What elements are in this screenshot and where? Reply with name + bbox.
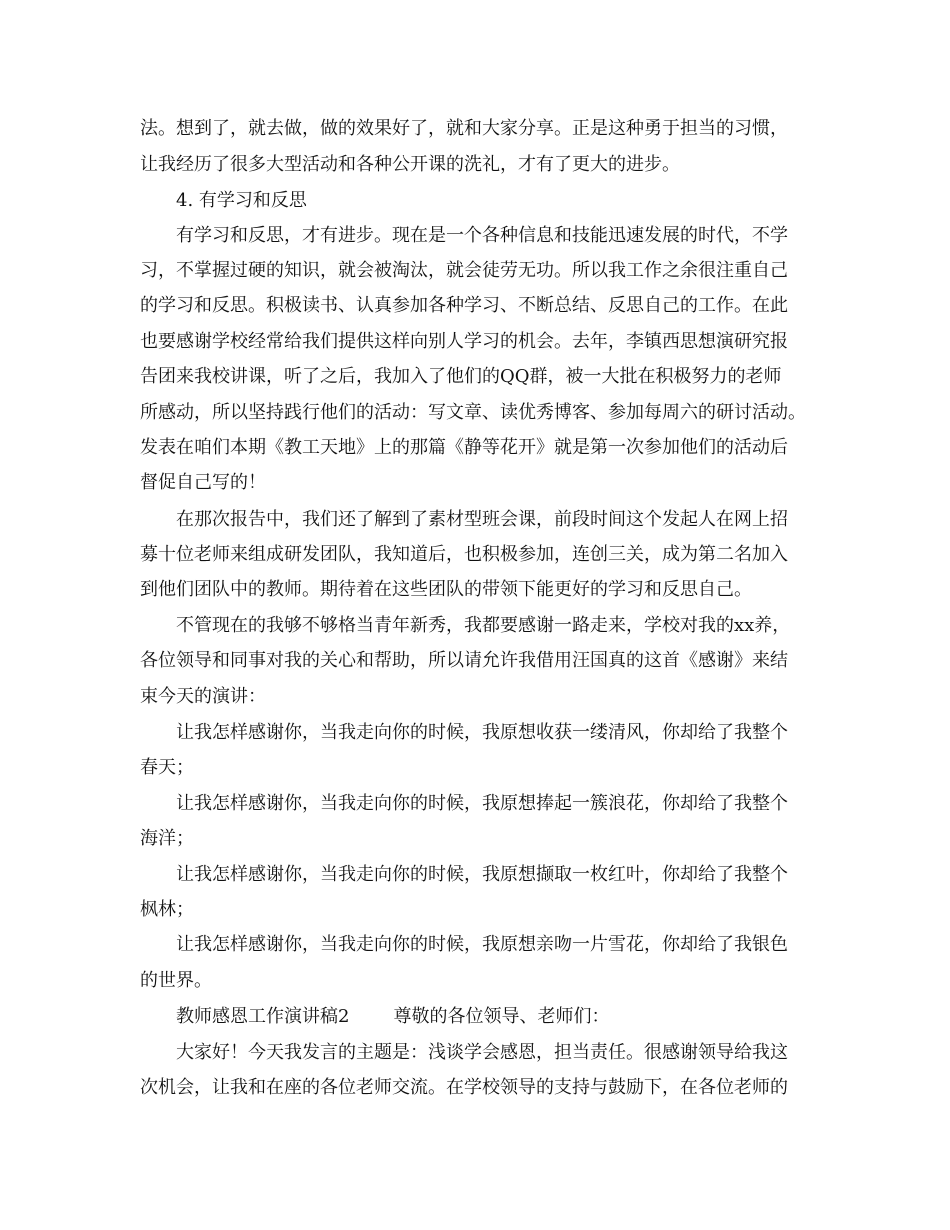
speech-title: 教师感恩工作演讲稿2: [176, 1006, 350, 1027]
poem-line: 海洋；: [140, 828, 194, 849]
poem-line: 让我怎样感谢你，当我走向你的时候，我原想亲吻一片雪花，你却给了我银色: [176, 934, 788, 955]
text-line: 的学习和反思。积极读书、认真参加各种学习、不断总结、反思自己的工作。在此: [140, 295, 788, 316]
section-heading: 4. 有学习和反思: [176, 190, 307, 211]
text-line: 大家好！今天我发言的主题是：浅谈学会感恩，担当责任。很感谢领导给我这: [176, 1042, 788, 1063]
poem-line: 枫林；: [140, 899, 194, 920]
text-line: 到他们团队中的教师。期待着在这些团队的带领下能更好的学习和反思自己。: [140, 579, 752, 600]
poem-line: 让我怎样感谢你，当我走向你的时候，我原想捧起一簇浪花，你却给了我整个: [176, 793, 788, 814]
poem-line: 的世界。: [140, 970, 212, 991]
text-line: 束今天的演讲：: [140, 686, 266, 707]
poem-line: 让我怎样感谢你，当我走向你的时候，我原想撷取一枚红叶，你却给了我整个: [176, 864, 788, 885]
text-line: 不管现在的我够不够格当青年新秀，我都要感谢一路走来，学校对我的xx养，: [176, 615, 791, 636]
text-line: 各位领导和同事对我的关心和帮助，所以请允许我借用汪国真的这首《感谢》来结: [140, 650, 788, 671]
text-line: 所感动，所以坚持践行他们的活动：写文章、读优秀博客、参加每周六的研讨活动。: [140, 402, 806, 423]
poem-line: 春天；: [140, 757, 194, 778]
text-line: 发表在咱们本期《教工天地》上的那篇《静等花开》就是第一次参加他们的活动后: [140, 437, 788, 458]
speech-salutation: 尊敬的各位领导、老师们：: [393, 1006, 610, 1027]
text-line: 次机会，让我和在座的各位老师交流。在学校领导的支持与鼓励下，在各位老师的: [140, 1077, 788, 1098]
text-line: 有学习和反思，才有进步。现在是一个各种信息和技能迅速发展的时代，不学: [176, 225, 788, 246]
text-line: 在那次报告中，我们还了解到了素材型班会课，前段时间这个发起人在网上招: [176, 509, 788, 530]
text-line: 法。想到了，就去做，做的效果好了，就和大家分享。正是这种勇于担当的习惯，: [140, 118, 788, 139]
text-line: 也要感谢学校经常给我们提供这样向别人学习的机会。去年，李镇西思想演研究报: [140, 331, 788, 352]
speech-heading-line: [176, 1008, 609, 1026]
text-line: 募十位老师来组成研发团队，我知道后，也积极参加，连创三关，成为第二名加入: [140, 544, 788, 565]
text-line: 告团来我校讲课，听了之后，我加入了他们的QQ群，被一大批在积极努力的老师: [140, 366, 782, 387]
text-line: 习，不掌握过硬的知识，就会被淘汰，就会徒劳无功。所以我工作之余很注重自己: [140, 260, 788, 281]
poem-line: 让我怎样感谢你，当我走向你的时候，我原想收获一缕清风，你却给了我整个: [176, 722, 788, 743]
text-line: 督促自己写的！: [140, 472, 266, 493]
text-line: 让我经历了很多大型活动和各种公开课的洗礼，才有了更大的进步。: [140, 154, 680, 175]
